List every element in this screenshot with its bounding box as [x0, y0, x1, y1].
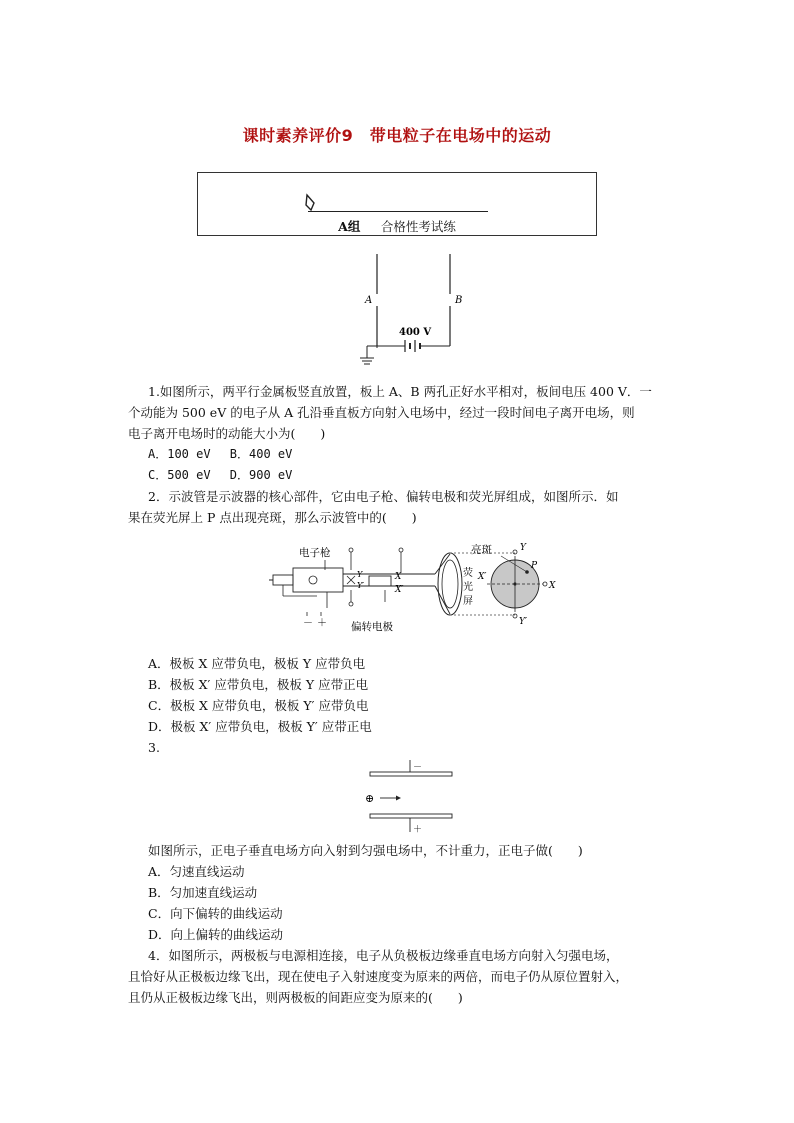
- positron-symbol: ⊕: [365, 792, 375, 805]
- plate-x-label: X: [395, 572, 402, 582]
- header-rule: [308, 211, 488, 212]
- group-subtitle: 合格性考试练: [380, 219, 456, 234]
- top-plate-sign: －: [413, 763, 423, 773]
- figure-horizontal-plates: [362, 758, 462, 841]
- q4-line-3: 且仍从正极板边缘飞出，则两极板的间距应变为原来的( ): [128, 990, 463, 1005]
- q2-option-a: A．极板 X 应带负电，极板 Y 应带负电: [148, 656, 366, 671]
- figure-parallel-plates: [355, 250, 485, 373]
- screen-y-label: Y: [520, 543, 526, 553]
- group-label: [198, 217, 596, 235]
- q3-option-a: A．匀速直线运动: [148, 864, 245, 879]
- q3-option-d: D．向上偏转的曲线运动: [148, 927, 284, 942]
- plate-yp-label: Y′: [357, 581, 365, 590]
- gun-plus: ＋: [317, 618, 327, 629]
- voltage-label: 400 V: [399, 327, 432, 338]
- screen-char-2: 光: [463, 582, 473, 593]
- q3-number: 3.: [148, 740, 160, 755]
- q1-options-cd: C．500 eV D．900 eV: [148, 468, 293, 482]
- q2-line-2: 果在荧光屏上 P 点出现亮斑，那么示波管中的( ): [128, 510, 417, 525]
- screen-char-1: 荧: [463, 568, 473, 579]
- plate-b-label: B: [455, 295, 463, 306]
- q4-line-1: 4．如图所示，两极板与电源相连接，电子从负极板边缘垂直电场方向射入匀强电场，: [148, 948, 619, 963]
- figure-oscilloscope-tube: [265, 540, 565, 643]
- screen-xp-label: X′: [478, 572, 487, 582]
- group-header-box: [197, 172, 597, 236]
- bottom-plate-sign: ＋: [413, 825, 423, 835]
- q3-option-c: C．向下偏转的曲线运动: [148, 906, 283, 921]
- q1-options-ab: A．100 eV B．400 eV: [148, 447, 293, 461]
- deflect-label: 偏转电极: [351, 621, 393, 633]
- q2-option-b: B．极板 X′ 应带负电，极板 Y 应带正电: [148, 677, 369, 692]
- q2-option-d: D．极板 X′ 应带负电，极板 Y′ 应带正电: [148, 719, 372, 734]
- q2-option-c: C．极板 X 应带负电，极板 Y′ 应带负电: [148, 698, 369, 713]
- plate-y-label: Y: [357, 570, 363, 579]
- page-title: 课时素养评价9 带电粒子在电场中的运动: [242, 126, 552, 145]
- spot-label: 亮斑: [471, 544, 492, 556]
- point-p-label: P: [531, 561, 538, 571]
- group-name: A组: [338, 219, 361, 234]
- plate-a-label: A: [365, 295, 373, 306]
- q4-line-2: 且恰好从正极板边缘飞出，现在使电子入射速度变为原来的两倍，而电子仍从原位置射入，: [128, 969, 629, 984]
- screen-char-3: 屏: [463, 596, 473, 607]
- screen-yp-label: Y′: [519, 617, 527, 627]
- screen-x-label: X: [549, 581, 556, 591]
- q1-line-2: 个动能为 500 eV 的电子从 A 孔沿垂直板方向射入电场中，经过一段时间电子离开电场，则: [128, 405, 635, 420]
- q2-line-1: 2．示波管是示波器的核心部件，它由电子枪、偏转电极和荧光屏组成，如图所示．如: [148, 489, 619, 504]
- q1-line-3: 电子离开电场时的动能大小为( ): [128, 426, 326, 441]
- plate-xp-label: X′: [395, 585, 404, 595]
- gun-minus: －: [303, 618, 313, 629]
- q1-line-1: 1.如图所示，两平行金属板竖直放置，板上 A、B 两孔正好水平相对，板间电压 400 V．一: [148, 384, 652, 399]
- gun-label: 电子枪: [299, 547, 331, 559]
- q3-option-b: B．匀加速直线运动: [148, 885, 258, 900]
- q3-line-1: 如图所示，正电子垂直电场方向入射到匀强电场中，不计重力，正电子做( ): [148, 843, 583, 858]
